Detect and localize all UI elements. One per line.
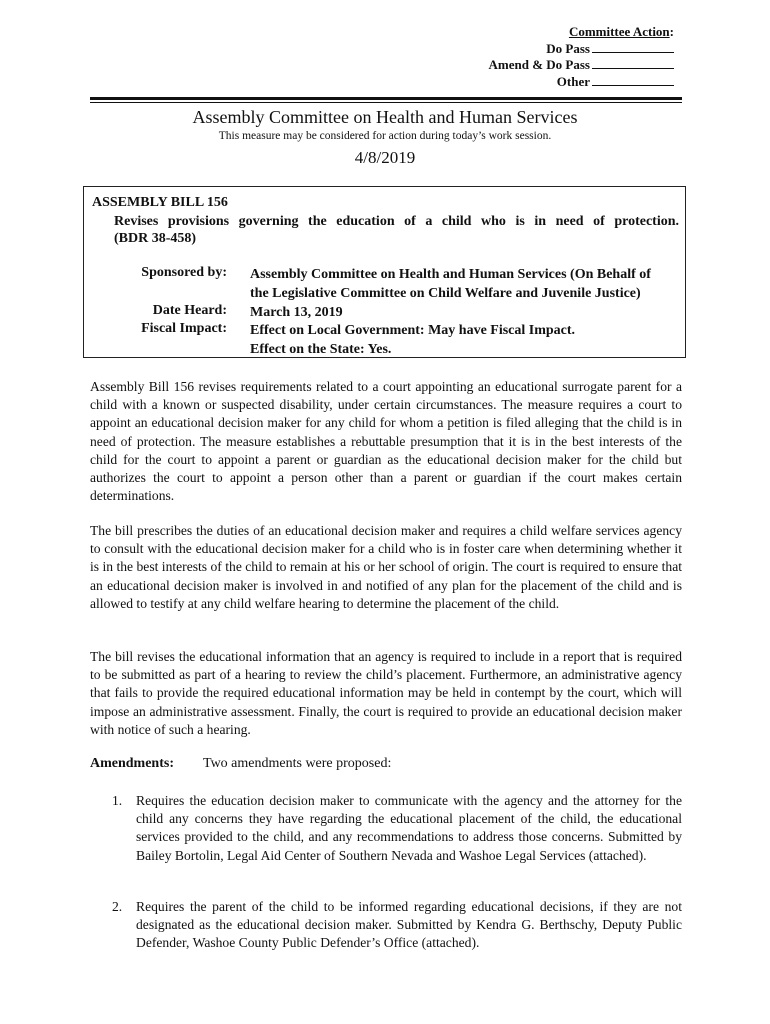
fiscal-impact-label: Fiscal Impact: bbox=[141, 321, 227, 336]
paragraph-3: The bill revises the educational information that an agency is required to include in a report that is required to be submitted as part of a hearing to review the child’s placement. Furthermore, an administrative agency that fails to provide the required educational information may be held in contempt by the court, which will impose an administrative assessment. Finally, the court is required to provide an educational decision maker with notice of such a hearing. bbox=[90, 649, 682, 737]
fiscal-impact-state: Effect on the State: Yes. bbox=[250, 342, 392, 357]
amendment-number: 2. bbox=[112, 899, 123, 914]
date-heard-value: March 13, 2019 bbox=[250, 305, 343, 320]
amendment-text: Requires the parent of the child to be informed regarding educational decisions, if they are not designated as the educational decision maker. Submitted by Kendra G. Berthschy, Deputy Public Defender, Washoe County Public Defender’s Office (attached). bbox=[136, 899, 682, 951]
session-date: 4/8/2019 bbox=[354, 148, 416, 167]
committee-action-block bbox=[454, 24, 674, 90]
amend-do-pass-line bbox=[454, 57, 674, 74]
amendment-text: Requires the education decision maker to communicate with the agency and the attorney for the child any concerns they have regarding the educational placement of the child, the educational services provided to the child, and any recommendations to address those concerns. Submitted by Bailey Bortolin, Legal Aid Center of Southern Nevada and Washoe Legal Services (attached). bbox=[136, 793, 682, 863]
do-pass-blank bbox=[592, 41, 674, 53]
sponsored-by-line-2: the Legislative Committee on Child Welfare and Juvenile Justice) bbox=[250, 286, 641, 301]
sponsored-by-line-1: Assembly Committee on Health and Human Services (On Behalf of bbox=[250, 267, 651, 282]
committee-action-heading-line bbox=[454, 24, 674, 41]
date-heard-label: Date Heard: bbox=[152, 303, 227, 318]
bill-number: ASSEMBLY BILL 156 bbox=[92, 195, 228, 210]
amend-do-pass-label: Amend & Do Pass bbox=[488, 57, 590, 72]
work-session-notice: This measure may be considered for action during today’s work session. bbox=[218, 130, 552, 142]
committee-action-heading: Committee Action bbox=[568, 24, 670, 39]
bdr-number: (BDR 38-458) bbox=[114, 231, 197, 246]
fiscal-impact-local: Effect on Local Government: May have Fiscal Impact. bbox=[250, 323, 576, 338]
header-rule-thick bbox=[90, 97, 682, 100]
paragraph-1: Assembly Bill 156 revises requirements related to a court appointing an educational surrogate parent for a child with a known or suspected disability, under certain circumstances. The measure requires a court to appoint an educational decision maker for any child for whom a petition is filed alleging that the child is in need of protection. The measure establishes a rebuttable presumption that it is in the best interests of the child for the court to appoint a parent or guardian as the educational decision maker for the child but authorizes the court to appoint a person other than a parent or guardian if the court makes certain determinations. bbox=[90, 379, 682, 504]
other-blank bbox=[592, 74, 674, 86]
amendments-heading bbox=[90, 756, 392, 772]
bill-summary-box bbox=[83, 186, 686, 358]
other-line bbox=[454, 74, 674, 91]
amendments-label: Amendments: bbox=[90, 756, 174, 771]
do-pass-line bbox=[454, 41, 674, 58]
amendment-number: 1. bbox=[112, 793, 123, 808]
amendments-intro: Two amendments were proposed: bbox=[203, 756, 392, 771]
do-pass-label: Do Pass bbox=[546, 40, 590, 56]
committee-action-colon: : bbox=[669, 24, 674, 39]
sponsored-by-label: Sponsored by: bbox=[141, 265, 227, 280]
bill-summary: Revises provisions governing the education of a child who is in need of protection. bbox=[114, 214, 679, 229]
header-rule-thin bbox=[90, 102, 682, 103]
paragraph-2: The bill prescribes the duties of an educational decision maker and requires a child welfare services agency to consult with the educational decision maker for a child who is in foster care when determining whether it is in the best interests of the child to remain at his or her school of origin. The court is required to ensure that an educational decision maker is involved in and notified of any plan for the placement of the child and is allowed to testify at any child welfare hearing to determine the placement of the child. bbox=[90, 523, 682, 611]
other-label: Other bbox=[556, 73, 590, 89]
committee-name: Assembly Committee on Health and Human Services bbox=[192, 107, 578, 127]
amend-do-pass-blank bbox=[592, 57, 674, 69]
